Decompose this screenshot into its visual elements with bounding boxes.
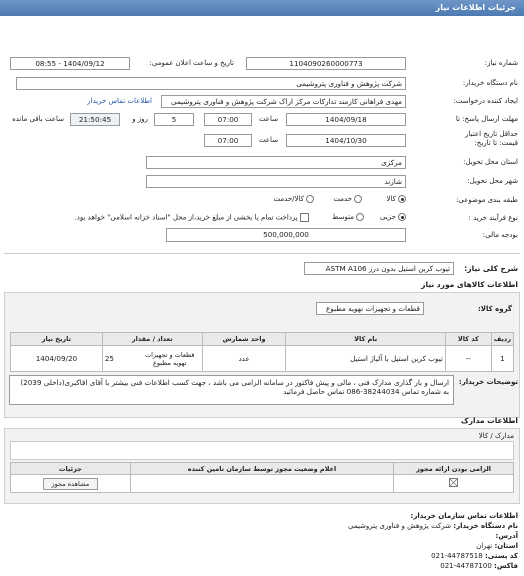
docs-status-cell (130, 475, 393, 493)
contact-postal-label: کد پستی: (484, 552, 518, 560)
budget-field[interactable]: 500,000,000 (166, 228, 406, 242)
buyer-field[interactable]: شرکت پژوهش و فناوری پتروشیمی (16, 77, 406, 90)
treasury-checkbox-icon[interactable] (300, 213, 309, 222)
docs-col-header: اعلام وضعیت مجوز توسط سازمان تامین کننده (130, 463, 393, 475)
category-goods-service-option[interactable]: کالا/خدمت (274, 195, 314, 203)
radio-goods-icon[interactable] (398, 195, 406, 203)
announce-field[interactable]: 1404/09/12 - 08:55 (10, 57, 130, 70)
goods-cell-name: تیوب کربن استیل با آلیاژ استیل (286, 346, 445, 372)
process-label: نوع فرآیند خرید : (468, 214, 518, 222)
goods-table (10, 332, 514, 372)
docs-col-header: جزئیات (11, 463, 131, 475)
announce-label: تاریخ و ساعت اعلان عمومی: (149, 59, 234, 67)
page-header (0, 0, 524, 16)
process-partial-option[interactable]: جزیی (380, 213, 406, 221)
day-and-label: روز و (132, 115, 148, 123)
contact-fax: 44787100-021 (440, 562, 492, 570)
need-number-label: شماره نیاز: (484, 59, 518, 67)
creator-field[interactable]: مهدی فراهانی کارمند تدارکات مرکز اراک شرکت پژوهش و فناوری پتروشیمی (161, 95, 406, 108)
need-number-field[interactable]: 1104090260000773 (246, 57, 406, 70)
contact-address-label: آدرس: (495, 532, 518, 540)
goods-col-header: کد کالا (445, 333, 491, 346)
attachments-breadcrumb: مدارک / کالا (478, 432, 514, 440)
goods-cell-quantity: 25 (104, 354, 114, 363)
province-field[interactable]: مرکزی (146, 156, 406, 169)
days-remaining-field[interactable]: 5 (154, 113, 194, 126)
creator-label: ایجاد کننده درخواست: (453, 97, 518, 105)
goods-group-field[interactable]: قطعات و تجهیزات نهویه مطبوع (316, 302, 424, 315)
contact-fax-row (440, 562, 518, 570)
contact-fax-label: فاکس: (494, 562, 518, 570)
category-label: طبقه بندی موضوعی: (456, 196, 518, 204)
contact-phone: 44787518-021 (431, 552, 483, 560)
goods-col-header: ردیف (491, 333, 513, 346)
contact-postal-row (431, 552, 518, 560)
radio-medium-icon[interactable] (356, 213, 364, 221)
category-service-option[interactable]: خدمت (333, 195, 362, 203)
contact-province-label: استان: (494, 542, 518, 550)
budget-label: بودجه مالی: (482, 231, 518, 239)
reply-deadline-label: مهلت ارسال پاسخ: تا (455, 115, 518, 123)
goods-col-header: تاریخ نیاز (11, 333, 103, 346)
category-goods-option[interactable]: کالا (387, 195, 406, 203)
goods-group-label: گروه کالا: (477, 305, 512, 313)
goods-cell-row: 1 (491, 346, 513, 372)
attachments-blank (10, 441, 514, 460)
validity-label-1: حداقل تاریخ اعتبار (465, 130, 518, 138)
buyer-contact-link[interactable]: اطلاعات تماس خریدار (87, 97, 152, 105)
docs-table (10, 462, 514, 493)
required-checkbox-icon (449, 478, 458, 487)
summary-field[interactable]: تیوب کربن استیل بدون درز ASTM A106 (304, 262, 454, 275)
page-title: جزئیات اطلاعات نیاز (435, 3, 516, 12)
table-row[interactable] (11, 346, 514, 372)
contact-province-row (476, 542, 518, 550)
contact-title: اطلاعات تماس سازمان خریدار: (410, 512, 518, 520)
validity-time-field[interactable]: 07:00 (204, 134, 252, 147)
goods-col-header: تعداد / مقدار (102, 333, 202, 346)
goods-col-header: نام کالا (286, 333, 445, 346)
contact-address-row (496, 532, 518, 540)
notes-label: توضیحات خریدار: (458, 378, 518, 386)
goods-cell-qty (102, 346, 202, 372)
contact-buyer-row (348, 522, 518, 530)
remaining-time-field: 21:50:45 (70, 113, 120, 126)
validity-date-field[interactable]: 1404/10/30 (286, 134, 406, 147)
reply-date-field[interactable]: 1404/09/18 (286, 113, 406, 126)
notes-text: ارسال و بار گذاری مدارک فنی ، مالی و پیش فاکتور در سامانه الزامی می باشد ، جهت کسب اطلاعات فنی بیشتر با آقای اقاکبری(داخلی 2039) به شماره تماس 38244034-086 تماس حاصل فرمائید (9, 375, 454, 405)
contact-province: تهران (476, 542, 493, 550)
goods-cell-unit: عدد (202, 346, 286, 372)
table-row (11, 475, 514, 493)
city-label: شهر محل تحویل: (467, 177, 518, 185)
city-field[interactable]: شازند (146, 175, 406, 188)
view-permit-button[interactable]: مشاهده مجوز (43, 478, 99, 490)
reply-time-word: ساعت (258, 115, 278, 123)
summary-label: شرح کلی نیاز: (464, 264, 518, 273)
goods-cell-code: -- (445, 346, 491, 372)
contact-buyer-name: شرکت پژوهش و فناوری پتروشیمی (348, 522, 452, 530)
goods-cell-date: 1404/09/20 (11, 346, 103, 372)
docs-required-cell (394, 475, 514, 493)
validity-time-word: ساعت (258, 136, 278, 144)
goods-col-header: واحد شمارش (202, 333, 286, 346)
validity-label-2: قیمت: تا تاریخ: (474, 139, 518, 147)
goods-cell-group: قطعات و تجهیزات تهویه مطبوع (145, 350, 195, 367)
remaining-time-label: ساعت باقی مانده (12, 115, 64, 123)
docs-details-cell (11, 475, 131, 493)
attachments-title: اطلاعات مدارک (461, 416, 518, 425)
radio-goods-service-icon[interactable] (306, 195, 314, 203)
section-divider (4, 253, 520, 254)
goods-section-title: اطلاعات کالاهای مورد نیاز (421, 280, 518, 289)
radio-service-icon[interactable] (354, 195, 362, 203)
buyer-label: نام دستگاه خریدار: (462, 79, 518, 87)
reply-time-field[interactable]: 07:00 (204, 113, 252, 126)
radio-partial-icon[interactable] (398, 213, 406, 221)
docs-col-header: الزامی بودن ارائه مجوز (394, 463, 514, 475)
treasury-payment-option[interactable]: پرداخت تمام یا بخشی از مبلغ خرید،از محل "اسناد خزانه اسلامی" خواهد بود. (75, 213, 309, 222)
province-label: استان محل تحویل: (463, 158, 518, 166)
contact-buyer-label: نام دستگاه خریدار: (453, 522, 518, 530)
process-medium-option[interactable]: متوسط (332, 213, 364, 221)
